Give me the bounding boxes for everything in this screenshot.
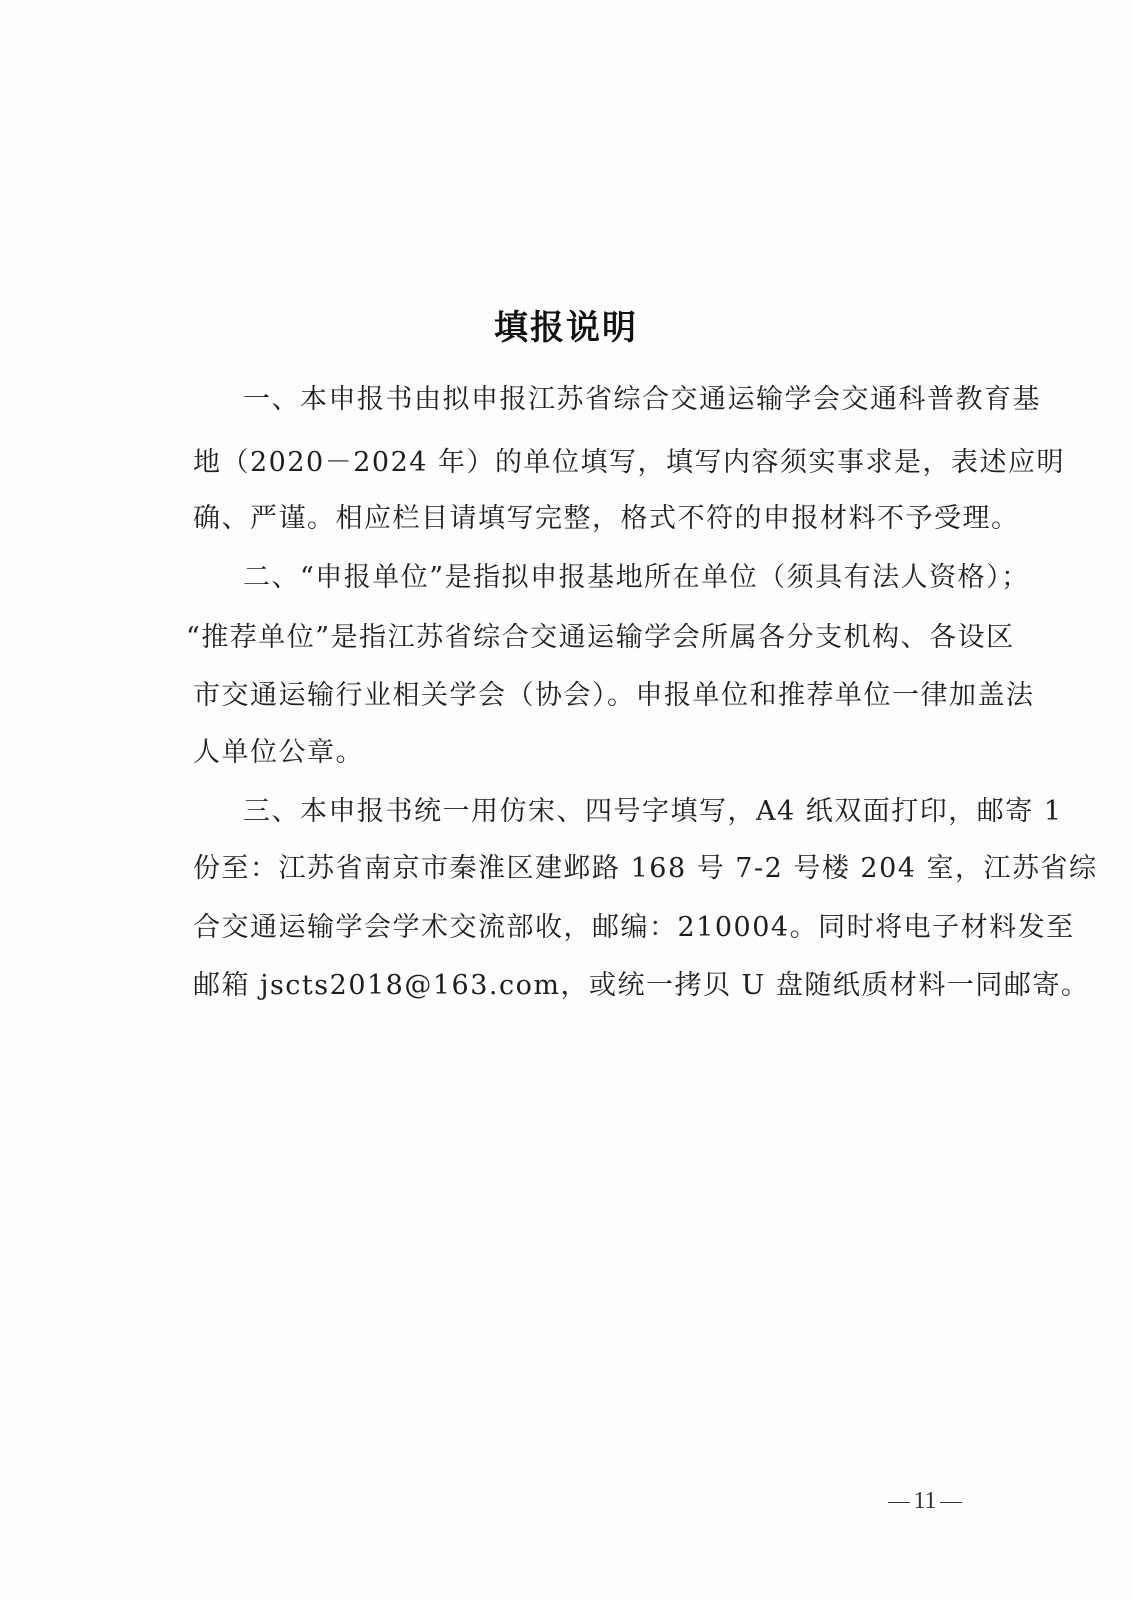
paragraph-3-line-3: 合交通运输学会学术交流部收，邮编：210004。同时将电子材料发至 [193, 912, 1075, 943]
paragraph-3-line-4: 邮箱 jscts2018@163.com，或统一拷贝 U 盘随纸质材料一同邮寄。 [193, 970, 1090, 1001]
footer-dash-left [888, 1502, 910, 1503]
paragraph-3-line-2: 份至：江苏省南京市秦淮区建邺路 168 号 7-2 号楼 204 室，江苏省综 [193, 853, 1098, 884]
page-number: 11 [913, 1488, 937, 1514]
footer-dash-right [940, 1502, 962, 1503]
paragraph-1-line-1: 一、本申报书由拟申报江苏省综合交通运输学会交通科普教育基 [243, 384, 1041, 415]
page-number-footer [880, 1488, 970, 1515]
paragraph-1-line-2: 地（2020－2024 年）的单位填写，填写内容须实事求是，表述应明 [193, 447, 1066, 478]
paragraph-2-line-4: 人单位公章。 [193, 737, 364, 768]
paragraph-1-line-3: 确、严谨。相应栏目请填写完整，格式不符的申报材料不予受理。 [193, 503, 1020, 534]
paragraph-2-line-3: 市交通运输行业相关学会（协会）。申报单位和推荐单位一律加盖法 [193, 680, 1035, 711]
paragraph-3-line-1: 三、本申报书统一用仿宋、四号字填写，A4 纸双面打印，邮寄 1 [243, 796, 1063, 827]
paragraph-2-line-2: “推荐单位”是指江苏省综合交通运输学会所属各分支机构、各设区 [186, 622, 1015, 653]
page-title: 填报说明 [494, 308, 638, 348]
paragraph-2-line-1: 二、“申报单位”是指拟申报基地所在单位（须具有法人资格）； [243, 562, 1030, 593]
